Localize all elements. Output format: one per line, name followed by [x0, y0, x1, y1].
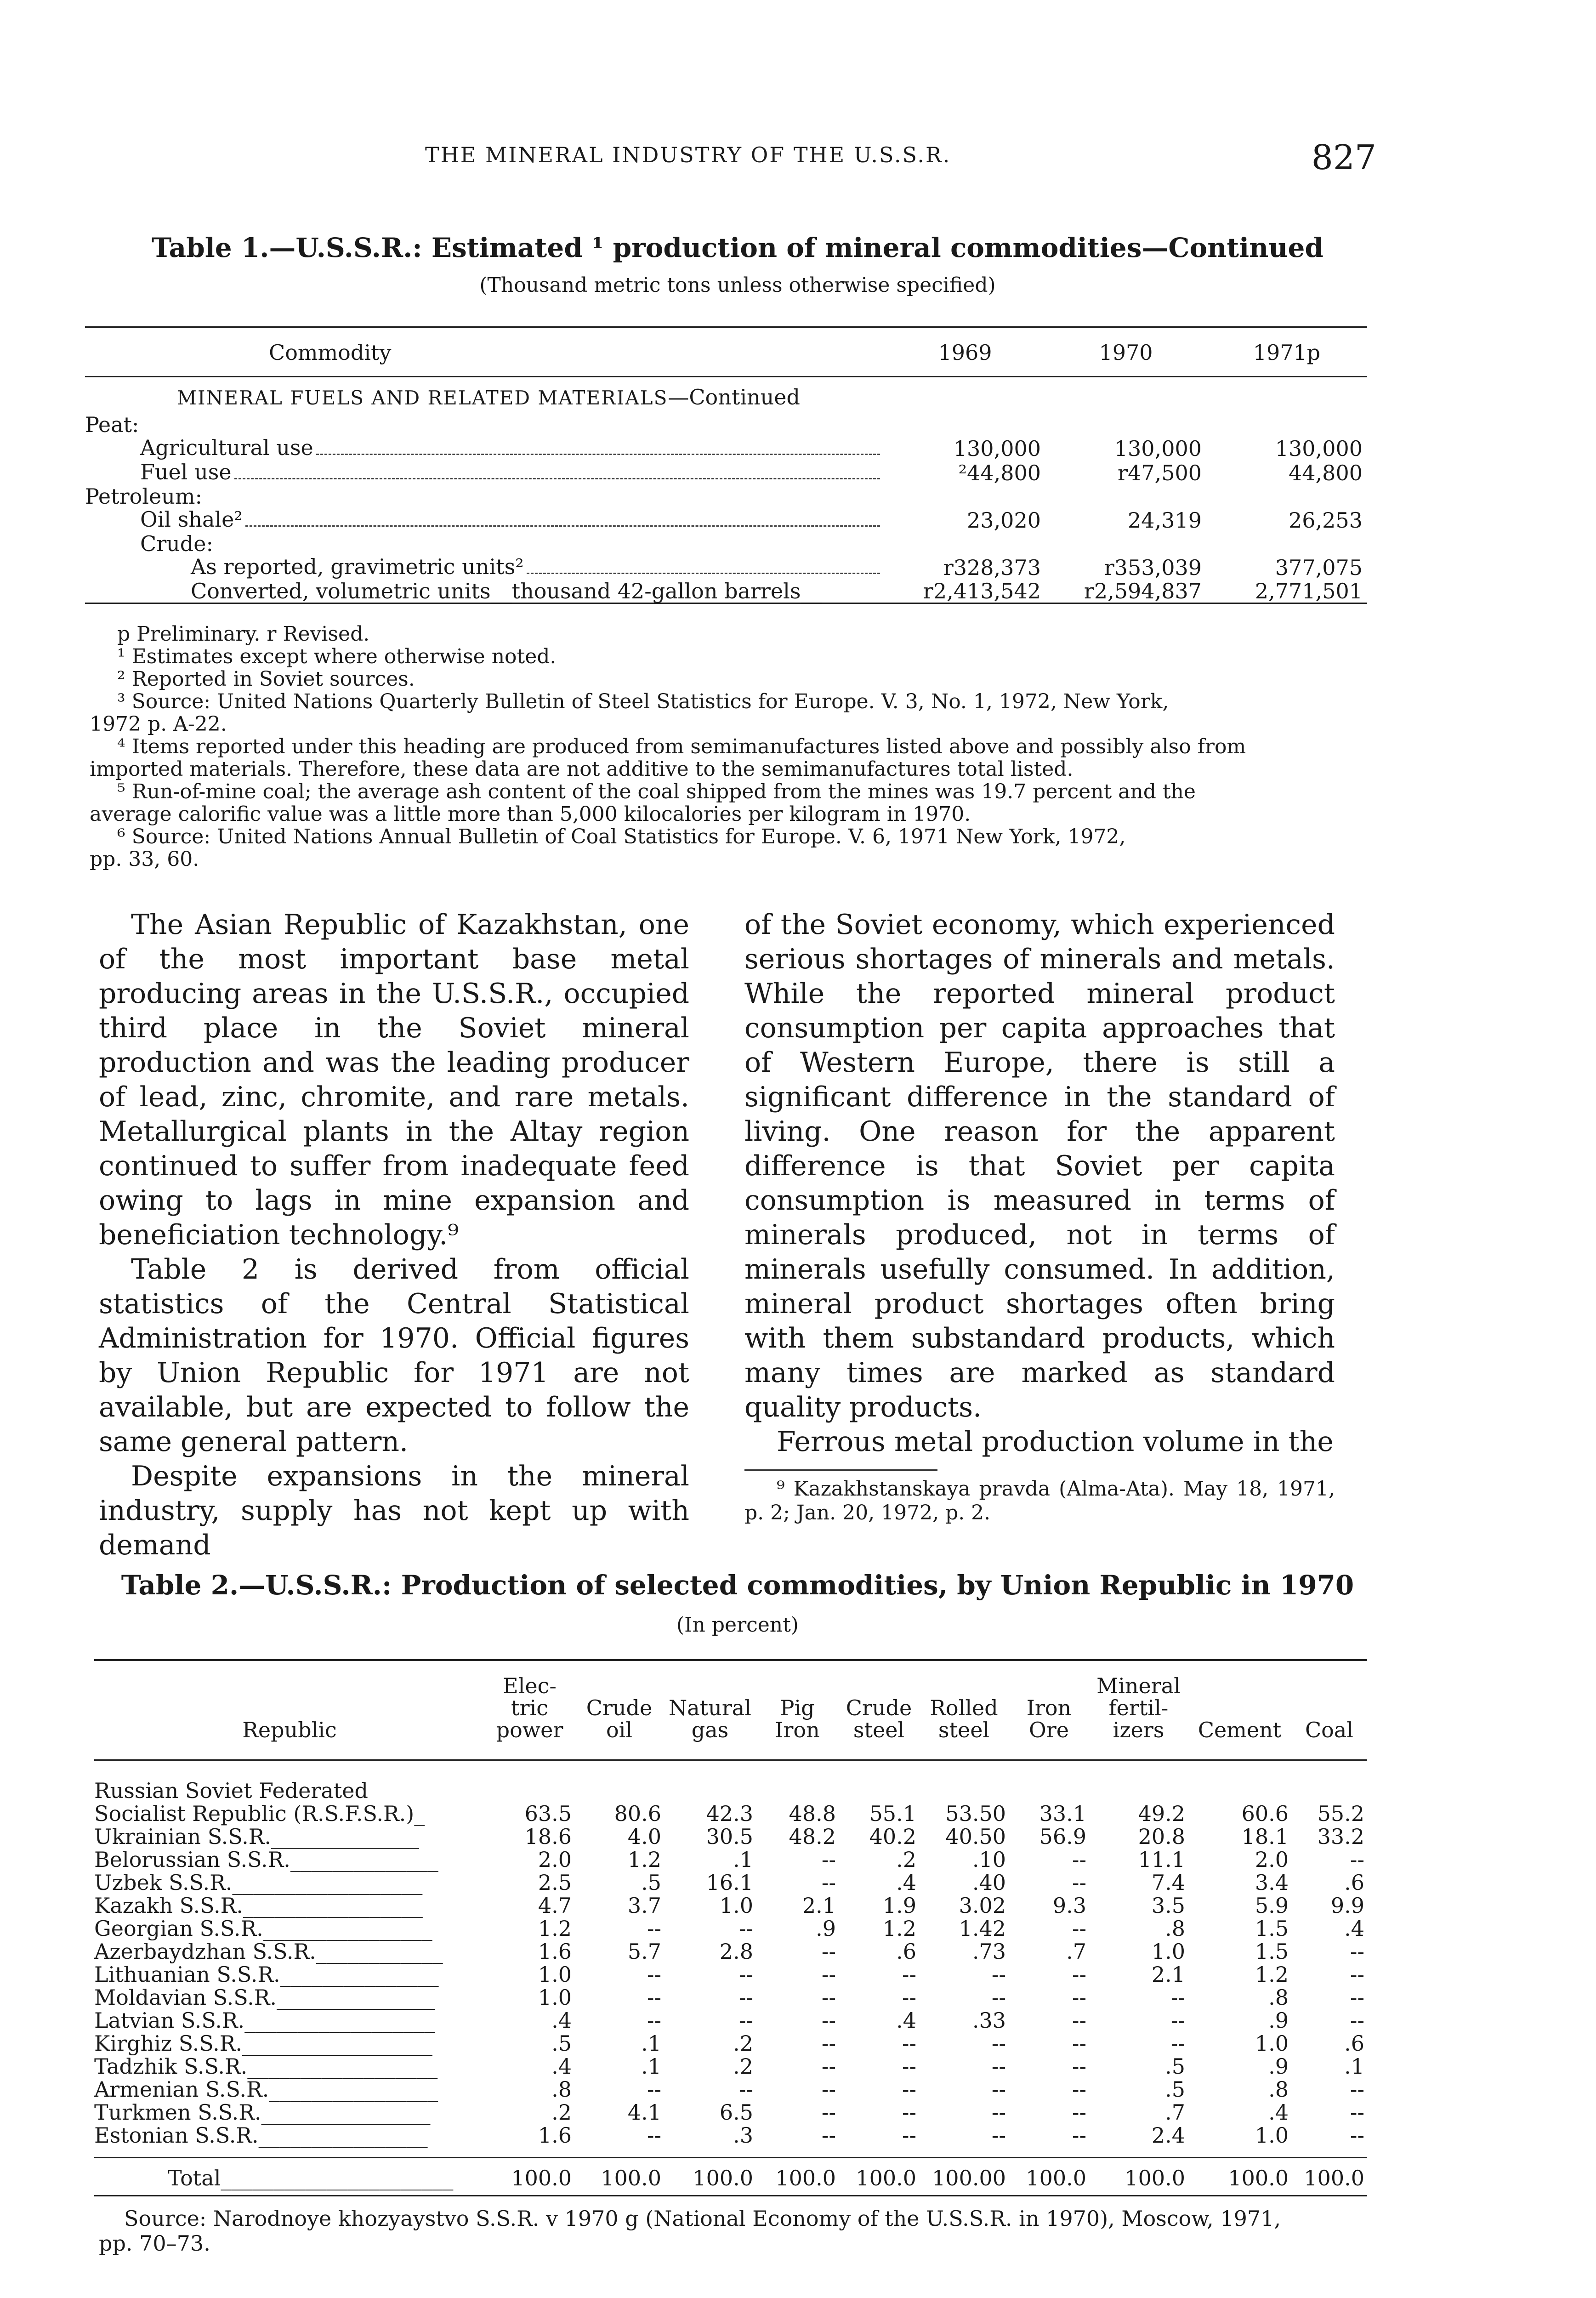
- cell: .40: [972, 1870, 1006, 1895]
- cell: --: [1072, 2100, 1086, 2125]
- table1-row: [85, 436, 1367, 461]
- cell: r2,413,542: [923, 579, 1041, 603]
- source-line: pp. 70–73.: [99, 2231, 210, 2256]
- cell: --: [647, 1985, 661, 2010]
- cell: --: [1072, 1985, 1086, 2010]
- republic-name: Tadzhik S.S.R.__________________: [94, 2054, 438, 2079]
- cell: .7: [1165, 2100, 1185, 2125]
- cell: .4: [551, 2054, 572, 2079]
- page-header: [99, 138, 1376, 188]
- paragraph: Despite expansions in the mineral industry, supply has not kept up with demand: [99, 1460, 689, 1561]
- cell: 1.2: [538, 1916, 572, 1941]
- cell: 40.50: [945, 1824, 1006, 1849]
- table-row: [94, 2124, 1367, 2158]
- cell: --: [821, 1962, 836, 1987]
- cell: ²44,800: [958, 460, 1041, 485]
- cell: 1.0: [1255, 2031, 1289, 2056]
- table-row: [94, 2009, 1367, 2032]
- cell: .8: [1268, 1985, 1289, 2010]
- cell: .8: [1165, 1916, 1185, 1941]
- cell: --: [1072, 2054, 1086, 2079]
- cell: 55.2: [1317, 1801, 1364, 1826]
- row-label: Oil shale²: [140, 507, 243, 532]
- cell: .9: [816, 1916, 836, 1941]
- cell: r47,500: [1118, 460, 1202, 485]
- paragraph: of the Soviet economy, which experienced serious shortages of minerals and metals. While the reported mineral product consumption per capita approaches that of Western Europe, there is still a significant difference in the standard of living. One reason for the apparent difference is that Soviet per capita consumption is measured in terms of minerals produced, not in terms of minerals usefully consumed. In addition, mineral product shortages often bring with them substandard products, which many times are marked as standard quality products.: [744, 909, 1335, 1423]
- cell: 130,000: [1114, 436, 1202, 461]
- table-row: [94, 1940, 1367, 1963]
- cell: --: [902, 2123, 916, 2148]
- cell: .5: [1165, 2077, 1185, 2102]
- cell: --: [991, 1985, 1006, 2010]
- cell: 42.3: [706, 1801, 753, 1826]
- republic-name: Ukrainian S.S.R.______________: [94, 1824, 420, 1849]
- republic-name: Estonian S.S.R.________________: [94, 2123, 428, 2148]
- cell: 100.00: [919, 2158, 1009, 2196]
- table-row: [94, 2101, 1367, 2124]
- cell: .73: [972, 1939, 1006, 1964]
- cell: .4: [896, 2008, 916, 2033]
- cell: --: [1170, 1985, 1185, 2010]
- cell: .4: [1268, 2100, 1289, 2125]
- cell: 60.6: [1241, 1801, 1289, 1826]
- cell: 20.8: [1138, 1824, 1185, 1849]
- cell: --: [821, 1870, 836, 1895]
- cell: 1.2: [627, 1847, 661, 1872]
- cell: --: [647, 2123, 661, 2148]
- table2-header-electric-power: Elec- tric power: [485, 1660, 574, 1760]
- cell: --: [821, 2031, 836, 2056]
- table2-rsfsr-line1: Russian Soviet Federated: [94, 1778, 368, 1803]
- table-row: [94, 1848, 1367, 1871]
- cell: 3.7: [627, 1893, 661, 1918]
- cell: --: [647, 2008, 661, 2033]
- table2-header-crude-oil: Crude oil: [574, 1660, 664, 1760]
- note: p Preliminary. r Revised.: [117, 622, 370, 646]
- cell: --: [1350, 1847, 1364, 1872]
- paragraph: The Asian Republic of Kazakhstan, one of the most important base metal producing areas in the U.S.S.R., occupied third place in the Soviet mineral production and was the leading producer of lead, zinc, chromite, and rare metals. Metallurgical plants in the Altay region continued to suffer from inadequate feed owing to lags in mine expansion and beneficiation technology.⁹: [99, 909, 689, 1251]
- cell: 4.0: [627, 1824, 661, 1849]
- cell: 23,020: [967, 507, 1041, 533]
- table1-row: [85, 580, 1367, 603]
- table2-header-pig-iron: Pig Iron: [756, 1660, 839, 1760]
- cell: --: [1350, 2077, 1364, 2102]
- table1-subtitle: (Thousand metric tons unless otherwise specified): [479, 273, 996, 297]
- cell: --: [991, 2123, 1006, 2148]
- note: ⁶ Source: United Nations Annual Bulletin of Coal Statistics for Europe. V. 6, 1971 New York, 1972,: [117, 825, 1126, 848]
- cell: 1.0: [538, 1962, 572, 1987]
- cell: 100.0: [756, 2158, 839, 2196]
- cell: --: [647, 1916, 661, 1941]
- cell: .2: [733, 2054, 753, 2079]
- source-line: Source: Narodnoye khozyaystvo S.S.R. v 1970 g (National Economy of the U.S.S.R. in 1970), Moscow, 1971,: [124, 2206, 1281, 2231]
- table1-title: Table 1.—U.S.S.R.: Estimated ¹ production of mineral commodities—Continued: [152, 232, 1323, 263]
- cell: .2: [733, 2031, 753, 2056]
- cell: 1.42: [959, 1916, 1006, 1941]
- note: ¹ Estimates except where otherwise noted.: [117, 645, 557, 668]
- cell: .9: [1268, 2054, 1289, 2079]
- cell: 7.4: [1151, 1870, 1185, 1895]
- table1-header-1970: 1970: [1045, 327, 1206, 377]
- cell: --: [991, 2031, 1006, 2056]
- cell: 11.1: [1138, 1847, 1185, 1872]
- cell: .9: [1268, 2008, 1289, 2033]
- cell: 4.7: [538, 1893, 572, 1918]
- cell: 2.1: [802, 1893, 836, 1918]
- republic-name: Turkmen S.S.R.________________: [94, 2100, 431, 2125]
- table-row: [94, 1894, 1367, 1917]
- cell: 3.5: [1151, 1893, 1185, 1918]
- cell: r353,039: [1104, 555, 1202, 580]
- table1-group-crude: Crude:: [140, 531, 213, 556]
- table2-header-crude-steel: Crude steel: [839, 1660, 919, 1760]
- cell: --: [1072, 1916, 1086, 1941]
- cell: 2.0: [538, 1847, 572, 1872]
- cell: 55.1: [869, 1801, 916, 1826]
- cell: 100.0: [664, 2158, 756, 2196]
- cell: --: [738, 1916, 753, 1941]
- table2-subtitle: (In percent): [676, 1613, 799, 1637]
- cell: 100.0: [839, 2158, 919, 2196]
- cell: 1.9: [882, 1893, 916, 1918]
- note: ³ Source: United Nations Quarterly Bulletin of Steel Statistics for Europe. V. 3, No. 1, 1972, New York,: [117, 690, 1169, 713]
- cell: .4: [1344, 1916, 1364, 1941]
- cell: --: [1072, 2077, 1086, 2102]
- cell: r2,594,837: [1084, 579, 1202, 603]
- cell: 3.02: [959, 1893, 1006, 1918]
- cell: 100.0: [1188, 2158, 1291, 2196]
- table-row: [94, 1963, 1367, 1986]
- cell: 33.1: [1039, 1801, 1086, 1826]
- cell: 2.8: [719, 1939, 753, 1964]
- republic-name: Belorussian S.S.R.______________: [94, 1847, 438, 1872]
- row-label: Agricultural use: [140, 435, 313, 460]
- cell: --: [1350, 2123, 1364, 2148]
- cell: .6: [1344, 1870, 1364, 1895]
- cell: 5.7: [627, 1939, 661, 1964]
- cell: 6.5: [719, 2100, 753, 2125]
- cell: .1: [1344, 2054, 1364, 2079]
- cell: 30.5: [706, 1824, 753, 1849]
- cell: --: [738, 1962, 753, 1987]
- cell: --: [902, 2077, 916, 2102]
- cell: --: [647, 1962, 661, 1987]
- republic-name: Latvian S.S.R.__________________: [94, 2008, 435, 2033]
- note: imported materials. Therefore, these data are not additive to the semimanufactures total listed.: [90, 757, 1073, 781]
- cell: 3.4: [1255, 1870, 1289, 1895]
- cell: .10: [972, 1847, 1006, 1872]
- cell: .8: [1268, 2077, 1289, 2102]
- cell: 100.0: [485, 2158, 574, 2196]
- cell: --: [991, 2054, 1006, 2079]
- table-row: [94, 1825, 1367, 1848]
- note: pp. 33, 60.: [90, 848, 199, 871]
- cell: --: [902, 2031, 916, 2056]
- cell: 1.0: [538, 1985, 572, 2010]
- cell: --: [821, 2100, 836, 2125]
- cell: 2.0: [1255, 1847, 1289, 1872]
- cell: 40.2: [869, 1824, 916, 1849]
- cell: --: [821, 1847, 836, 1872]
- cell: --: [821, 1985, 836, 2010]
- cell: .33: [972, 2008, 1006, 2033]
- republic-name: Georgian S.S.R.________________: [94, 1916, 432, 1941]
- table1-section-heading: MINERAL FUELS AND RELATED MATERIALS—Continued: [177, 385, 800, 410]
- cell: 26,253: [1289, 507, 1363, 533]
- cell: 44,800: [1289, 460, 1363, 485]
- cell: 16.1: [706, 1870, 753, 1895]
- cell: .2: [551, 2100, 572, 2125]
- cell: --: [821, 2123, 836, 2148]
- cell: r328,373: [943, 555, 1041, 580]
- cell: 9.3: [1052, 1893, 1086, 1918]
- table1-group-petroleum: Petroleum:: [85, 484, 202, 509]
- cell: .2: [896, 1847, 916, 1872]
- cell: .7: [1066, 1939, 1086, 1964]
- table2-header-natural-gas: Natural gas: [664, 1660, 756, 1760]
- cell: 48.2: [789, 1824, 836, 1849]
- note: ² Reported in Soviet sources.: [117, 667, 415, 691]
- cell: 1.5: [1255, 1916, 1289, 1941]
- cell: 100.0: [1089, 2158, 1188, 2196]
- cell: 18.1: [1241, 1824, 1289, 1849]
- table2-header-coal: Coal: [1291, 1660, 1367, 1760]
- table1-header-1969: 1969: [885, 327, 1045, 377]
- cell: 63.5: [524, 1801, 572, 1826]
- cell: .6: [896, 1939, 916, 1964]
- cell: --: [991, 2077, 1006, 2102]
- cell: 2.1: [1151, 1962, 1185, 1987]
- table2-total-row: [94, 2158, 1367, 2196]
- cell: --: [821, 2008, 836, 2033]
- table2-header-rolled-steel: Rolled steel: [919, 1660, 1009, 1760]
- table2-title: Table 2.—U.S.S.R.: Production of selected commodities, by Union Republic in 1970: [121, 1570, 1354, 1601]
- cell: 80.6: [614, 1801, 661, 1826]
- cell: --: [1072, 2123, 1086, 2148]
- cell: --: [902, 1962, 916, 1987]
- cell: 1.2: [1255, 1962, 1289, 1987]
- table1-group-peat: Peat:: [85, 412, 139, 437]
- row-label: As reported, gravimetric units²: [191, 554, 524, 579]
- cell: 9.9: [1330, 1893, 1364, 1918]
- cell: 2,771,501: [1255, 579, 1363, 603]
- cell: --: [1350, 1939, 1364, 1964]
- cell: 24,319: [1128, 507, 1202, 533]
- note: 1972 p. A-22.: [90, 712, 227, 736]
- table-row: [94, 2078, 1367, 2101]
- cell: --: [1350, 2008, 1364, 2033]
- cell: --: [821, 2054, 836, 2079]
- note: ⁵ Run-of-mine coal; the average ash content of the coal shipped from the mines was 19.7 percent and the: [117, 780, 1196, 803]
- republic-name: Uzbek S.S.R.__________________: [94, 1870, 423, 1895]
- cell: --: [821, 1939, 836, 1964]
- body-column-right: [744, 908, 1335, 1525]
- running-title: THE MINERAL INDUSTRY OF THE U.S.S.R.: [425, 142, 951, 167]
- cell: .4: [896, 1870, 916, 1895]
- cell: 130,000: [953, 436, 1041, 461]
- cell: --: [1072, 2008, 1086, 2033]
- cell: .4: [551, 2008, 572, 2033]
- republic-name: Kirghiz S.S.R.__________________: [94, 2031, 432, 2056]
- cell: --: [1170, 2008, 1185, 2033]
- page-number: 827: [1311, 138, 1376, 177]
- cell: 49.2: [1138, 1801, 1185, 1826]
- cell: 4.1: [627, 2100, 661, 2125]
- cell: --: [1350, 1985, 1364, 2010]
- cell: .5: [641, 1870, 661, 1895]
- cell: --: [902, 2054, 916, 2079]
- republic-name: Lithuanian S.S.R._______________: [94, 1962, 439, 1987]
- republic-name: Kazakh S.S.R._________________: [94, 1893, 423, 1918]
- cell: 100.0: [574, 2158, 664, 2196]
- republic-name: Armenian S.S.R.________________: [94, 2077, 438, 2102]
- table1-row: [85, 461, 1367, 485]
- footnote-rule: [744, 1469, 937, 1471]
- cell: 18.6: [524, 1824, 572, 1849]
- cell: .5: [551, 2031, 572, 2056]
- table1-header-commodity: Commodity: [85, 327, 885, 377]
- note: average calorific value was a little more than 5,000 kilocalories per kilogram in 1970.: [90, 802, 971, 826]
- table-row: [94, 2055, 1367, 2078]
- cell: .5: [1165, 2054, 1185, 2079]
- paragraph: Ferrous metal production volume in the: [777, 1426, 1334, 1458]
- row-label: Converted, volumetric units__thousand 42-gallon barrels__: [191, 579, 822, 603]
- cell: .1: [641, 2054, 661, 2079]
- table-row: [94, 1917, 1367, 1940]
- cell: .1: [733, 1847, 753, 1872]
- cell: 1.0: [719, 1893, 753, 1918]
- republic-name: Socialist Republic (R.S.F.S.R.)_: [94, 1801, 425, 1826]
- table1-row: [85, 555, 1367, 580]
- total-label: Total______________________: [94, 2158, 485, 2196]
- republic-name: Moldavian S.S.R._______________: [94, 1985, 435, 2010]
- cell: --: [738, 2077, 753, 2102]
- cell: 1.6: [538, 1939, 572, 1964]
- cell: --: [647, 2077, 661, 2102]
- row-label: Fuel use: [140, 460, 232, 484]
- cell: 1.0: [1151, 1939, 1185, 1964]
- cell: .6: [1344, 2031, 1364, 2056]
- cell: .1: [641, 2031, 661, 2056]
- cell: 100.0: [1291, 2158, 1367, 2196]
- note: ⁴ Items reported under this heading are produced from semimanufactures listed above and possibly also from: [117, 735, 1246, 758]
- table2-header-cement: Cement: [1188, 1660, 1291, 1760]
- cell: --: [738, 2008, 753, 2033]
- table1: [85, 326, 1367, 613]
- cell: 56.9: [1039, 1824, 1086, 1849]
- table2: [94, 1659, 1367, 2196]
- cell: --: [821, 2077, 836, 2102]
- body-column-left: [99, 908, 689, 1563]
- footnote: ⁹ Kazakhstanskaya pravda (Alma-Ata). May 18, 1971, p. 2; Jan. 20, 1972, p. 2.: [744, 1477, 1335, 1524]
- cell: --: [991, 1962, 1006, 1987]
- cell: .8: [551, 2077, 572, 2102]
- cell: 2.5: [538, 1870, 572, 1895]
- table2-header-republic: Republic: [94, 1660, 485, 1760]
- cell: 100.0: [1009, 2158, 1089, 2196]
- cell: --: [1072, 1870, 1086, 1895]
- cell: --: [738, 1985, 753, 2010]
- cell: 1.6: [538, 2123, 572, 2148]
- republic-name: Azerbaydzhan S.S.R.____________: [94, 1939, 443, 1964]
- cell: 1.0: [1255, 2123, 1289, 2148]
- cell: 48.8: [789, 1801, 836, 1826]
- cell: 130,000: [1275, 436, 1363, 461]
- cell: 53.50: [945, 1801, 1006, 1826]
- cell: 2.4: [1151, 2123, 1185, 2148]
- cell: --: [1350, 1962, 1364, 1987]
- cell: 1.5: [1255, 1939, 1289, 1964]
- cell: --: [1170, 2031, 1185, 2056]
- table-row: [94, 2032, 1367, 2055]
- table1-row: [85, 508, 1367, 532]
- cell: 377,075: [1275, 555, 1363, 580]
- cell: 33.2: [1317, 1824, 1364, 1849]
- paragraph: Table 2 is derived from official statistics of the Central Statistical Administration for 1970. Official figures by Union Republic for 1971 are not available, but are expected to follow the same general pattern.: [99, 1253, 689, 1458]
- table2-header-iron-ore: Iron Ore: [1009, 1660, 1089, 1760]
- cell: 5.9: [1255, 1893, 1289, 1918]
- cell: --: [902, 1985, 916, 2010]
- table-row: [94, 1871, 1367, 1894]
- cell: 1.2: [882, 1916, 916, 1941]
- cell: --: [1072, 2031, 1086, 2056]
- cell: --: [902, 2100, 916, 2125]
- cell: --: [1350, 2100, 1364, 2125]
- table-row: [94, 1802, 1367, 1825]
- cell: --: [991, 2100, 1006, 2125]
- cell: .3: [733, 2123, 753, 2148]
- table-row: [94, 1986, 1367, 2009]
- table1-notes: [90, 623, 1367, 870]
- table2-header-mineral-fertilizers: Mineral fertil- izers: [1089, 1660, 1188, 1760]
- cell: --: [1072, 1847, 1086, 1872]
- table2-source: [99, 2206, 1372, 2256]
- table1-header-1971: 1971p: [1206, 327, 1367, 377]
- cell: --: [1072, 1962, 1086, 1987]
